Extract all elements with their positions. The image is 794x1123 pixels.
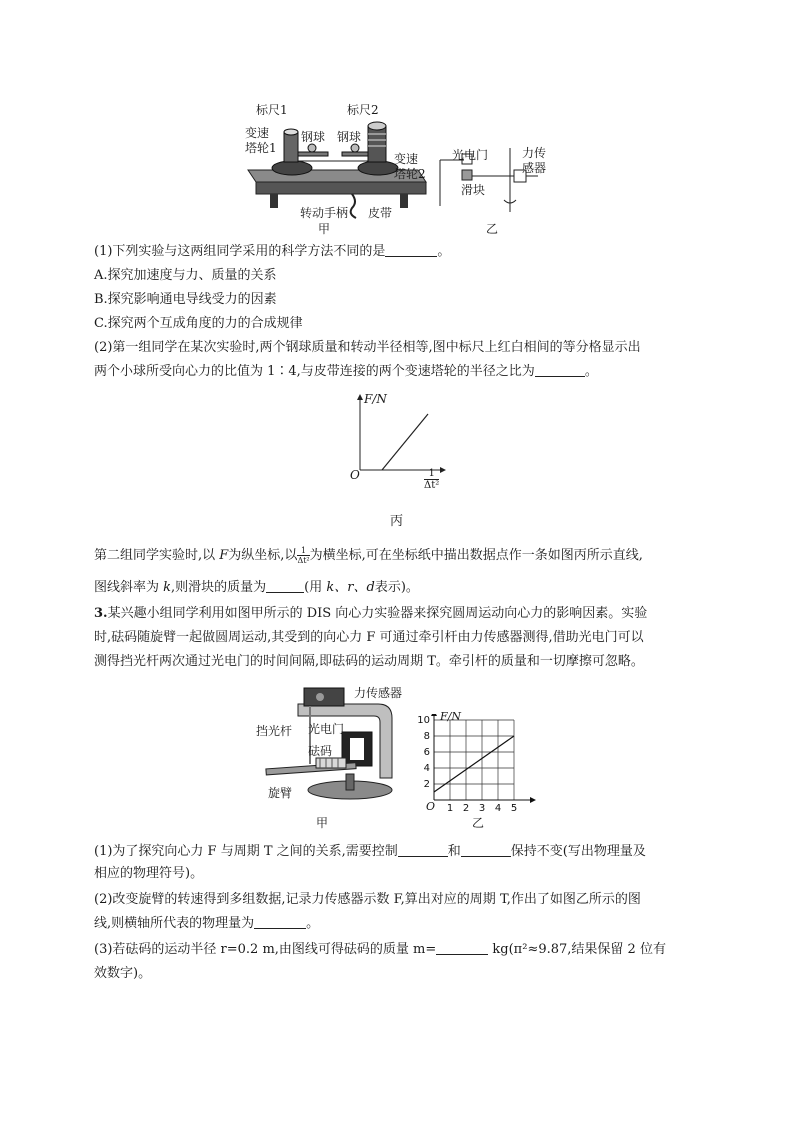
bing-xlabel-num: 1 [424, 468, 439, 480]
chart-yi [414, 714, 544, 814]
q4-1-line-2: 相应的物理符号)。 [94, 866, 204, 881]
q3-text-g: 表示)。 [374, 580, 419, 595]
p3-line-2: 时,砝码随旋臂一起做圆周运动,其受到的向心力 F 可通过牵引杆由力传感器测得,借助光电门可以 [94, 630, 644, 645]
q3-text-c: 为横坐标,可在坐标纸中描出数据点作一条如图丙所示直线, [309, 548, 643, 563]
label-belt: 皮带 [368, 206, 393, 220]
q3-text-b: 为纵坐标,以 [228, 548, 298, 563]
q2-line-2-text: 两个小球所受向心力的比值为 1∶4,与皮带连接的两个变速塔轮的半径之比为 [94, 364, 535, 379]
answer-blank[interactable] [254, 914, 306, 929]
q4-2-text-c: 。 [306, 916, 320, 931]
x-tick-label: 3 [478, 803, 486, 814]
q3-text-e: ,则滑块的质量为 [171, 580, 267, 595]
y-tick-label: 10 [417, 715, 430, 726]
chart-origin: O [426, 800, 436, 813]
q1-stem-text: (1)下列实验与这两组同学采用的科学方法不同的是 [94, 244, 386, 259]
y-tick-label: 4 [423, 763, 430, 774]
series-line [434, 736, 514, 792]
q3-vars: k、r、d [326, 580, 375, 595]
answer-blank[interactable] [436, 940, 488, 955]
x-axis-arrow [530, 797, 536, 803]
answer-blank[interactable] [385, 242, 437, 257]
q3-var-f: F [219, 548, 229, 563]
q3-text-d: 图线斜率为 [94, 580, 164, 595]
q3-text-f: (用 [304, 580, 327, 595]
q4-1-text-b: 和 [447, 844, 461, 859]
x-tick-label: 2 [462, 803, 470, 814]
q3-line-2 [94, 578, 419, 598]
answer-blank[interactable] [535, 362, 585, 377]
q1-option-b: B.探究影响通电导线受力的因素 [94, 292, 277, 307]
label-dis-force-sensor: 力传感器 [354, 686, 403, 700]
answer-blank[interactable] [266, 578, 304, 593]
q3-text-a: 第二组同学实验时,以 [94, 548, 220, 563]
p3-text-1: 某兴趣小组同学利用如图甲所示的 DIS 向心力实验器来探究圆周运动向心力的影响因素。实验 [107, 606, 648, 621]
label-ball-1: 钢球 [301, 130, 326, 144]
chart-ylabel: F/N [440, 710, 461, 723]
bing-xlabel-frac [424, 468, 439, 491]
q4-3-text-b: kg(π²≈9.87,结果保留 2 位有 [488, 942, 666, 957]
label-weight: 砝码 [308, 744, 333, 758]
q3-frac [297, 546, 309, 565]
y-tick-label: 2 [423, 779, 430, 790]
label-shading-rod: 挡光杆 [256, 724, 293, 738]
label-ruler-1: 标尺1 [256, 103, 288, 117]
bing-origin: O [350, 468, 360, 482]
answer-blank[interactable] [398, 842, 448, 857]
x-tick-label: 4 [494, 803, 502, 814]
q4-3-text-a: (3)若砝码的运动半径 r=0.2 m,由图线可得砝码的质量 m= [94, 942, 437, 957]
q4-1-text-c: 保持不变(写出物理量及 [510, 844, 646, 859]
q1-stem [94, 242, 450, 262]
q3-frac-den: Δt² [297, 556, 310, 565]
q2-line-1: (2)第一组同学在某次实验时,两个钢球质量和转动半径相等,图中标尺上红白相间的等分格显示出 [94, 340, 641, 355]
caption-yi-1: 乙 [486, 222, 499, 236]
q4-3-line-1 [94, 940, 666, 960]
q4-2-line-2 [94, 914, 319, 934]
caption-yi-2: 乙 [472, 816, 485, 830]
label-pulley-1: 变速 塔轮1 [245, 126, 277, 155]
bing-xlabel-den: Δt² [424, 480, 440, 491]
p3-line-1 [94, 604, 647, 624]
label-force-sensor: 力传 感器 [522, 146, 547, 175]
label-arm: 旋臂 [268, 786, 293, 800]
label-dis-photogate: 光电门 [308, 722, 345, 736]
label-handle: 转动手柄 [300, 206, 349, 220]
p3-line-3: 测得挡光杆两次通过光电门的时间间隔,即砝码的运动周期 T。牵引杆的质量和一切摩擦可忽略。 [94, 654, 644, 669]
x-tick-label: 1 [446, 803, 454, 814]
y-tick-label: 8 [423, 731, 430, 742]
bing-ylabel: F/N [364, 392, 387, 406]
q2-line-2 [94, 362, 598, 382]
q1-option-c: C.探究两个互成角度的力的合成规律 [94, 316, 303, 331]
label-ball-2: 钢球 [337, 130, 362, 144]
graph-bing [340, 392, 460, 502]
answer-blank[interactable] [461, 842, 511, 857]
q1-end: 。 [437, 244, 451, 259]
q3-line-1 [94, 546, 643, 566]
q4-2-text-b: 线,则横轴所代表的物理量为 [94, 916, 255, 931]
q2-end: 。 [584, 364, 598, 379]
label-pulley-2: 变速 塔轮2 [394, 152, 426, 181]
q1-option-a: A.探究加速度与力、质量的关系 [94, 268, 277, 283]
caption-bing: 丙 [390, 514, 404, 529]
q3-var-k: k [163, 580, 172, 595]
x-tick-label: 5 [510, 803, 518, 814]
y-axis-arrow [431, 714, 437, 716]
q4-1-text-a: (1)为了探究向心力 F 与周期 T 之间的关系,需要控制 [94, 844, 398, 859]
label-photogate: 光电门 [452, 148, 489, 162]
label-slider: 滑块 [461, 183, 486, 197]
caption-jia-1: 甲 [318, 222, 331, 236]
caption-jia-2: 甲 [316, 816, 329, 830]
bing-xlabel [424, 468, 439, 491]
q4-1-line-1 [94, 842, 646, 862]
q4-2-line-1: (2)改变旋臂的转速得到多组数据,记录力传感器示数 F,算出对应的周期 T,作出了如图乙所示的图 [94, 892, 641, 907]
q4-3-line-2: 效数字)。 [94, 966, 152, 981]
q3-frac-num: 1 [297, 546, 309, 556]
p3-number: 3. [94, 606, 108, 621]
label-ruler-2: 标尺2 [347, 103, 379, 117]
y-tick-label: 6 [423, 747, 430, 758]
